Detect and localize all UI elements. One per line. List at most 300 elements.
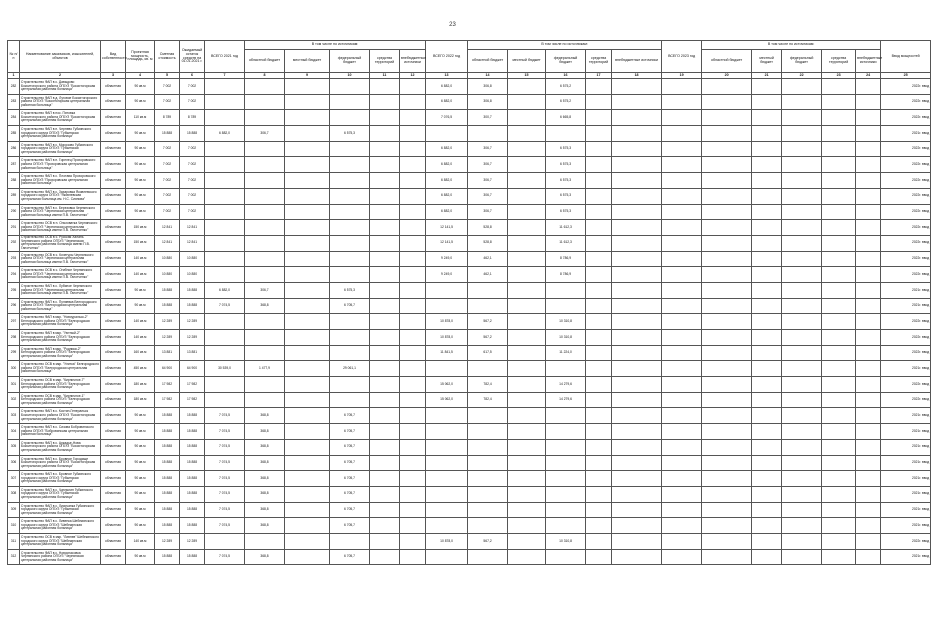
cell-f21 bbox=[330, 141, 370, 157]
empty-cell bbox=[370, 282, 400, 298]
cell-name: Строительство ФАП в с. Ливенка Шебекинского городского округа ОГБУЗ "Шебекинская центральная районная больница" bbox=[20, 518, 101, 534]
cell-cost: 13 881 bbox=[155, 345, 180, 361]
empty-cell bbox=[400, 486, 426, 502]
empty-cell bbox=[856, 188, 881, 204]
cell-cap: 90 кв.м bbox=[126, 518, 155, 534]
table-row bbox=[8, 502, 931, 518]
empty-cell bbox=[400, 298, 426, 314]
cell-r22 bbox=[468, 424, 508, 440]
empty-cell bbox=[752, 518, 782, 534]
cell-t22: 6 882,0 bbox=[426, 204, 468, 220]
empty-cell bbox=[400, 330, 426, 346]
cell-r21: 306,7 bbox=[245, 282, 285, 298]
empty-cell bbox=[702, 361, 752, 377]
empty-cell bbox=[662, 220, 702, 236]
cell-vv: 2021г. ввод bbox=[881, 361, 931, 377]
cell-t22: 11 841,5 bbox=[426, 345, 468, 361]
empty-cell bbox=[702, 486, 752, 502]
empty-cell bbox=[612, 471, 662, 487]
cell-f22: 14 279,6 bbox=[546, 392, 586, 408]
empty-cell bbox=[612, 79, 662, 95]
column-number: 4 bbox=[126, 73, 155, 79]
cell-cost: 7 002 bbox=[155, 204, 180, 220]
empty-cell bbox=[856, 204, 881, 220]
cell-t22 bbox=[426, 502, 468, 518]
cell-f22: 10 310,8 bbox=[546, 533, 586, 549]
empty-cell bbox=[822, 282, 856, 298]
cell-cost: 15 888 bbox=[155, 471, 180, 487]
empty-cell bbox=[370, 392, 400, 408]
cell-l22 bbox=[508, 549, 546, 565]
cell-name: Строительство ОСВ в с. Кочегуры Чернянского района ОГБУЗ "Чернянская центральная районная больница имени П.В. Гапотченко" bbox=[20, 251, 101, 267]
empty-cell bbox=[612, 94, 662, 110]
empty-cell bbox=[856, 79, 881, 95]
table-row bbox=[8, 455, 931, 471]
cell-t21 bbox=[205, 94, 245, 110]
investment-table bbox=[7, 40, 931, 565]
empty-cell bbox=[370, 141, 400, 157]
cell-f22: 8 786,9 bbox=[546, 267, 586, 283]
cell-vv: 2022г. ввод bbox=[881, 141, 931, 157]
cell-name: Строительство ФАП в с. Бровное Городище Бокситогорского района ОГБУЗ "Бокситогорская центральная районная больница" bbox=[20, 455, 101, 471]
empty-cell bbox=[662, 94, 702, 110]
cell-l22 bbox=[508, 204, 546, 220]
empty-cell bbox=[856, 533, 881, 549]
empty-cell bbox=[856, 251, 881, 267]
empty-cell bbox=[822, 126, 856, 142]
empty-cell bbox=[370, 455, 400, 471]
cell-own: областная bbox=[101, 220, 126, 236]
empty-cell bbox=[586, 486, 612, 502]
cell-l21 bbox=[285, 314, 330, 330]
header-regional-2023: областной бюджет bbox=[702, 50, 752, 73]
empty-cell bbox=[702, 439, 752, 455]
empty-cell bbox=[702, 298, 752, 314]
empty-cell bbox=[370, 518, 400, 534]
cell-t22 bbox=[426, 455, 468, 471]
cell-r21: 368,8 bbox=[245, 408, 285, 424]
cell-cost: 15 888 bbox=[155, 518, 180, 534]
header-extrabudget-2023: внебюджетные источники bbox=[856, 50, 881, 73]
cell-l21 bbox=[285, 330, 330, 346]
empty-cell bbox=[586, 298, 612, 314]
empty-cell bbox=[662, 502, 702, 518]
empty-cell bbox=[612, 220, 662, 236]
empty-cell bbox=[586, 439, 612, 455]
cell-t22 bbox=[426, 361, 468, 377]
cell-r22: 567,2 bbox=[468, 533, 508, 549]
cell-f22: 6 575,3 bbox=[546, 204, 586, 220]
cell-vv: 2022г. ввод bbox=[881, 110, 931, 126]
column-number: 7 bbox=[205, 73, 245, 79]
cell-rem: 8 789 bbox=[180, 110, 205, 126]
cell-r22: 306,7 bbox=[468, 173, 508, 189]
cell-t22 bbox=[426, 298, 468, 314]
column-number: 13 bbox=[426, 73, 468, 79]
empty-cell bbox=[612, 408, 662, 424]
empty-cell bbox=[822, 392, 856, 408]
table-row bbox=[8, 361, 931, 377]
empty-cell bbox=[782, 173, 822, 189]
cell-l22 bbox=[508, 518, 546, 534]
cell-f21 bbox=[330, 94, 370, 110]
cell-f21: 6 705,7 bbox=[330, 486, 370, 502]
empty-cell bbox=[752, 141, 782, 157]
empty-cell bbox=[782, 471, 822, 487]
cell-f21 bbox=[330, 79, 370, 95]
empty-cell bbox=[752, 549, 782, 565]
empty-cell bbox=[662, 345, 702, 361]
empty-cell bbox=[370, 126, 400, 142]
cell-n: 309 bbox=[8, 502, 20, 518]
cell-cap: 90 кв.м bbox=[126, 79, 155, 95]
cell-r21: 1 477,9 bbox=[245, 361, 285, 377]
empty-cell bbox=[702, 502, 752, 518]
empty-cell bbox=[856, 282, 881, 298]
cell-own: областная bbox=[101, 439, 126, 455]
header-ownership: Вид собственности bbox=[101, 41, 126, 73]
empty-cell bbox=[370, 502, 400, 518]
cell-rem: 15 888 bbox=[180, 549, 205, 565]
empty-cell bbox=[822, 345, 856, 361]
cell-l21 bbox=[285, 267, 330, 283]
cell-cost: 7 002 bbox=[155, 141, 180, 157]
column-number: 25 bbox=[881, 73, 931, 79]
table-row bbox=[8, 188, 931, 204]
header-local-2021: местный бюджет bbox=[285, 50, 330, 73]
cell-f21: 6 705,7 bbox=[330, 439, 370, 455]
cell-r22 bbox=[468, 408, 508, 424]
table-row bbox=[8, 126, 931, 142]
cell-f22 bbox=[546, 455, 586, 471]
empty-cell bbox=[662, 173, 702, 189]
header-num: № п/п bbox=[8, 41, 20, 73]
cell-own: областная bbox=[101, 549, 126, 565]
cell-l21 bbox=[285, 424, 330, 440]
empty-cell bbox=[612, 110, 662, 126]
empty-cell bbox=[782, 345, 822, 361]
empty-cell bbox=[752, 235, 782, 251]
cell-cost: 7 002 bbox=[155, 94, 180, 110]
empty-cell bbox=[400, 188, 426, 204]
empty-cell bbox=[782, 424, 822, 440]
empty-cell bbox=[856, 220, 881, 236]
empty-cell bbox=[702, 345, 752, 361]
empty-cell bbox=[702, 424, 752, 440]
empty-cell bbox=[752, 79, 782, 95]
empty-cell bbox=[752, 314, 782, 330]
empty-cell bbox=[612, 188, 662, 204]
cell-f21 bbox=[330, 110, 370, 126]
empty-cell bbox=[856, 94, 881, 110]
empty-cell bbox=[752, 330, 782, 346]
header-cost: Сметная стоимость bbox=[155, 41, 180, 73]
cell-t21 bbox=[205, 235, 245, 251]
empty-cell bbox=[782, 408, 822, 424]
cell-n: 308 bbox=[8, 486, 20, 502]
empty-cell bbox=[782, 439, 822, 455]
empty-cell bbox=[782, 549, 822, 565]
empty-cell bbox=[612, 392, 662, 408]
empty-cell bbox=[702, 157, 752, 173]
empty-cell bbox=[612, 502, 662, 518]
cell-n: 300 bbox=[8, 361, 20, 377]
cell-r21: 368,8 bbox=[245, 455, 285, 471]
cell-t21 bbox=[205, 330, 245, 346]
cell-cost: 15 888 bbox=[155, 126, 180, 142]
empty-cell bbox=[662, 235, 702, 251]
cell-vv: 2022г. ввод bbox=[881, 173, 931, 189]
cell-l21 bbox=[285, 94, 330, 110]
cell-own: областная bbox=[101, 502, 126, 518]
cell-cap: 110 кв.м bbox=[126, 110, 155, 126]
cell-r21 bbox=[245, 251, 285, 267]
empty-cell bbox=[752, 173, 782, 189]
cell-f22 bbox=[546, 486, 586, 502]
header-name: Наименование заказчиков, изыскателей, объектов bbox=[20, 41, 101, 73]
empty-cell bbox=[612, 455, 662, 471]
cell-f21 bbox=[330, 345, 370, 361]
cell-rem: 15 888 bbox=[180, 126, 205, 142]
cell-r21 bbox=[245, 267, 285, 283]
empty-cell bbox=[856, 235, 881, 251]
empty-cell bbox=[822, 267, 856, 283]
table-row bbox=[8, 173, 931, 189]
cell-vv: 2021г. ввод bbox=[881, 518, 931, 534]
empty-cell bbox=[662, 408, 702, 424]
empty-cell bbox=[662, 361, 702, 377]
empty-cell bbox=[782, 235, 822, 251]
cell-f21 bbox=[330, 267, 370, 283]
empty-cell bbox=[782, 392, 822, 408]
empty-cell bbox=[586, 251, 612, 267]
empty-cell bbox=[370, 377, 400, 393]
table-row bbox=[8, 392, 931, 408]
cell-r21 bbox=[245, 235, 285, 251]
header-extrabudget-2022: внебюджетные источники bbox=[612, 50, 662, 73]
cell-l22 bbox=[508, 439, 546, 455]
empty-cell bbox=[612, 157, 662, 173]
cell-t22: 6 882,0 bbox=[426, 141, 468, 157]
cell-name: Строительство ФАП в с. Костин-Генеральск Бокситогорского района ОГБУЗ "Бокситогорская центральная районная больница" bbox=[20, 408, 101, 424]
cell-cap: 90 кв.м bbox=[126, 188, 155, 204]
cell-cost: 12 289 bbox=[155, 330, 180, 346]
cell-r22: 782,4 bbox=[468, 377, 508, 393]
header-total-2023: ВСЕГО 2023 год bbox=[662, 41, 702, 73]
cell-own: областная bbox=[101, 298, 126, 314]
cell-l22 bbox=[508, 220, 546, 236]
cell-vv: 2021г. ввод bbox=[881, 486, 931, 502]
empty-cell bbox=[612, 424, 662, 440]
cell-t21 bbox=[205, 533, 245, 549]
cell-cap: 450 кв.м bbox=[126, 361, 155, 377]
empty-cell bbox=[822, 251, 856, 267]
cell-n: 291 bbox=[8, 220, 20, 236]
cell-name: Строительство ОСВ в мкр. "Улитка" Белгородского района ОГБУЗ "Белгородская центральная районная больница" bbox=[20, 361, 101, 377]
empty-cell bbox=[662, 330, 702, 346]
cell-r22 bbox=[468, 439, 508, 455]
cell-cost: 15 888 bbox=[155, 502, 180, 518]
empty-cell bbox=[782, 204, 822, 220]
empty-cell bbox=[856, 157, 881, 173]
table-row bbox=[8, 204, 931, 220]
empty-cell bbox=[400, 110, 426, 126]
cell-vv: 2021г. ввод bbox=[881, 126, 931, 142]
cell-n: 290 bbox=[8, 204, 20, 220]
empty-cell bbox=[782, 314, 822, 330]
cell-vv: 2021г. ввод bbox=[881, 471, 931, 487]
table-row bbox=[8, 345, 931, 361]
column-number: 23 bbox=[822, 73, 856, 79]
cell-f22: 11 224,0 bbox=[546, 345, 586, 361]
cell-l22 bbox=[508, 471, 546, 487]
empty-cell bbox=[370, 486, 400, 502]
cell-vv: 2021г. ввод bbox=[881, 549, 931, 565]
column-number: 21 bbox=[752, 73, 782, 79]
cell-rem: 7 002 bbox=[180, 94, 205, 110]
cell-f21 bbox=[330, 235, 370, 251]
cell-r21: 368,8 bbox=[245, 471, 285, 487]
empty-cell bbox=[822, 533, 856, 549]
header-commissioning: Ввод мощностей bbox=[881, 41, 931, 73]
empty-cell bbox=[400, 94, 426, 110]
cell-l21 bbox=[285, 408, 330, 424]
cell-l22 bbox=[508, 94, 546, 110]
cell-f21: 29 061,1 bbox=[330, 361, 370, 377]
empty-cell bbox=[586, 314, 612, 330]
cell-rem: 17 982 bbox=[180, 377, 205, 393]
table-row bbox=[8, 533, 931, 549]
cell-f21 bbox=[330, 392, 370, 408]
empty-cell bbox=[662, 314, 702, 330]
cell-t21 bbox=[205, 345, 245, 361]
cell-r22 bbox=[468, 471, 508, 487]
cell-vv: 2022г. ввод bbox=[881, 220, 931, 236]
cell-r22: 300,7 bbox=[468, 110, 508, 126]
cell-rem: 12 841 bbox=[180, 220, 205, 236]
empty-cell bbox=[822, 502, 856, 518]
cell-l22 bbox=[508, 173, 546, 189]
empty-cell bbox=[702, 533, 752, 549]
cell-l21 bbox=[285, 439, 330, 455]
empty-cell bbox=[782, 220, 822, 236]
cell-cost: 15 888 bbox=[155, 282, 180, 298]
empty-cell bbox=[662, 439, 702, 455]
empty-cell bbox=[856, 110, 881, 126]
cell-t22: 9 249,0 bbox=[426, 267, 468, 283]
cell-name: Строительство ФАП в мкр. "Новоуральск-2" Белгородского района ОГБУЗ "Белгородская центральная районная больница" bbox=[20, 314, 101, 330]
cell-t22: 15 062,0 bbox=[426, 377, 468, 393]
cell-n: 299 bbox=[8, 345, 20, 361]
empty-cell bbox=[662, 518, 702, 534]
cell-t22: 10 878,0 bbox=[426, 314, 468, 330]
empty-cell bbox=[752, 110, 782, 126]
cell-cap: 90 кв.м bbox=[126, 408, 155, 424]
empty-cell bbox=[370, 204, 400, 220]
cell-vv: 2021г. ввод bbox=[881, 455, 931, 471]
empty-cell bbox=[586, 408, 612, 424]
cell-cost: 10 880 bbox=[155, 251, 180, 267]
cell-name: Строительство ФАП в д. Луговое Бокситогорского района ОГБУЗ "Бокситогорская центральная районная больница" bbox=[20, 94, 101, 110]
cell-f21 bbox=[330, 173, 370, 189]
empty-cell bbox=[586, 110, 612, 126]
cell-name: Строительство ФАП в с. Чаплыгин Губкинского городского округа ОГБУЗ "Губкинская центральная районная больница" bbox=[20, 486, 101, 502]
cell-f21: 6 705,7 bbox=[330, 424, 370, 440]
empty-cell bbox=[662, 471, 702, 487]
empty-cell bbox=[822, 188, 856, 204]
cell-f22 bbox=[546, 361, 586, 377]
empty-cell bbox=[586, 330, 612, 346]
cell-cost: 15 888 bbox=[155, 486, 180, 502]
cell-rem: 7 002 bbox=[180, 79, 205, 95]
cell-vv: 2022г. ввод bbox=[881, 533, 931, 549]
cell-rem: 10 880 bbox=[180, 251, 205, 267]
header-territorial-2023: средства территорий bbox=[822, 50, 856, 73]
empty-cell bbox=[400, 549, 426, 565]
cell-l21 bbox=[285, 455, 330, 471]
empty-cell bbox=[400, 157, 426, 173]
empty-cell bbox=[782, 518, 822, 534]
cell-t22: 6 882,0 bbox=[426, 94, 468, 110]
empty-cell bbox=[702, 267, 752, 283]
cell-t21 bbox=[205, 157, 245, 173]
cell-f22: 10 310,8 bbox=[546, 314, 586, 330]
empty-cell bbox=[586, 345, 612, 361]
column-number: 15 bbox=[508, 73, 546, 79]
empty-cell bbox=[662, 392, 702, 408]
cell-cap: 90 кв.м bbox=[126, 204, 155, 220]
column-number: 1 bbox=[8, 73, 20, 79]
empty-cell bbox=[370, 330, 400, 346]
cell-cost: 12 289 bbox=[155, 314, 180, 330]
cell-l21 bbox=[285, 157, 330, 173]
empty-cell bbox=[586, 157, 612, 173]
empty-cell bbox=[400, 502, 426, 518]
column-number: 6 bbox=[180, 73, 205, 79]
cell-own: областная bbox=[101, 408, 126, 424]
cell-l22 bbox=[508, 392, 546, 408]
empty-cell bbox=[612, 330, 662, 346]
empty-cell bbox=[370, 251, 400, 267]
empty-cell bbox=[662, 141, 702, 157]
cell-rem: 15 888 bbox=[180, 486, 205, 502]
empty-cell bbox=[400, 204, 426, 220]
cell-vv: 2022г. ввод bbox=[881, 79, 931, 95]
cell-n: 285 bbox=[8, 126, 20, 142]
cell-l22 bbox=[508, 126, 546, 142]
cell-vv: 2022г. ввод bbox=[881, 204, 931, 220]
cell-f22 bbox=[546, 126, 586, 142]
empty-cell bbox=[702, 471, 752, 487]
empty-cell bbox=[400, 424, 426, 440]
cell-r21: 368,8 bbox=[245, 486, 285, 502]
cell-f21 bbox=[330, 377, 370, 393]
empty-cell bbox=[702, 126, 752, 142]
empty-cell bbox=[782, 455, 822, 471]
empty-cell bbox=[586, 549, 612, 565]
empty-cell bbox=[856, 361, 881, 377]
cell-f22 bbox=[546, 298, 586, 314]
cell-cost: 15 888 bbox=[155, 298, 180, 314]
empty-cell bbox=[586, 267, 612, 283]
table-row bbox=[8, 282, 931, 298]
cell-f21: 6 705,7 bbox=[330, 549, 370, 565]
cell-vv: 2021г. ввод bbox=[881, 282, 931, 298]
empty-cell bbox=[586, 533, 612, 549]
table-row bbox=[8, 330, 931, 346]
empty-cell bbox=[612, 549, 662, 565]
empty-cell bbox=[612, 141, 662, 157]
